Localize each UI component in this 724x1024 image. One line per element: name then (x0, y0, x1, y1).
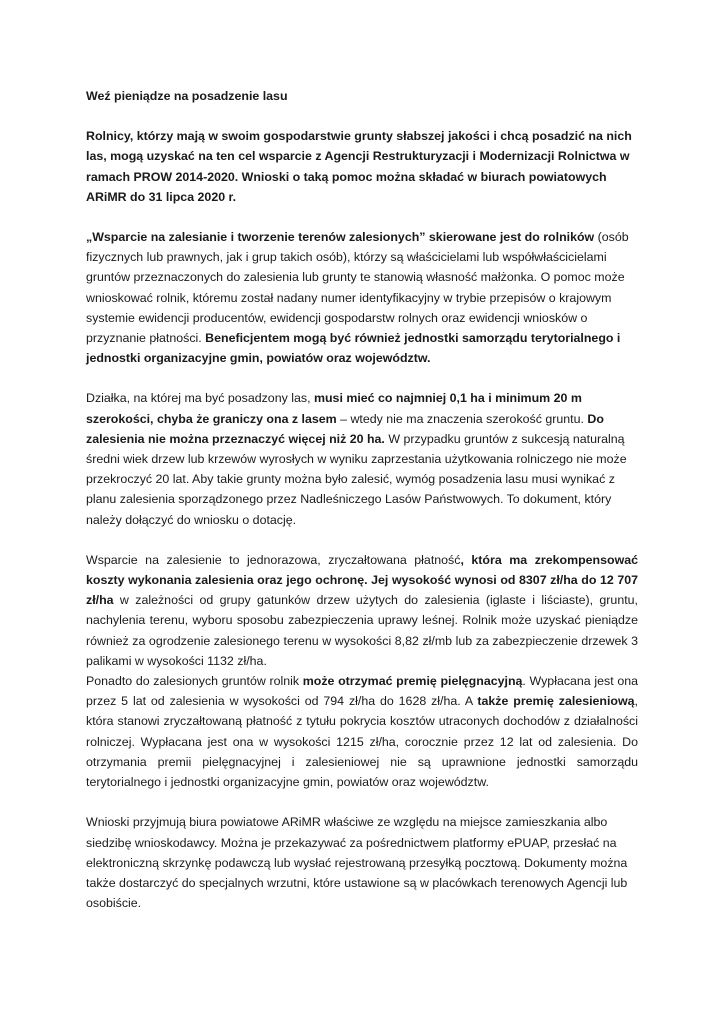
bold-text: Do zalesienia nie można przeznaczyć więcej niż 20 ha. (86, 411, 604, 446)
bold-text: także premię zalesieniową (477, 694, 635, 709)
paragraph-payment (86, 550, 638, 671)
paragraph-plot-requirements (86, 388, 638, 529)
bold-text: Beneficjentem mogą być również jednostki samorządu terytorialnego i jednostki organizacyjne gmin, powiatów oraz województw. (86, 331, 621, 366)
bold-text: „Wsparcie na zalesianie i tworzenie terenów zalesionych” skierowane jest do rolników (86, 230, 595, 245)
text-run: Działka, na której ma być posadzony las, (86, 391, 314, 406)
text-run: W przypadku gruntów z sukcesją naturalną średni wiek drzew lub krzewów wyrosłych w wyniku zaprzestania użytkowania rolniczego nie może przekroczyć 20 lat. Aby takie grunty można było zalesić, wymóg posadzenia lasu musi wynikać z planu zalesienia sporządzonego przez Nadleśniczego Lasów Państwowych. To dokument, który należy dołączyć do wniosku o dotację. (86, 431, 627, 527)
paragraph-eligibility (86, 227, 638, 368)
text-run: . Wypłacana jest ona przez 5 lat od zalesienia w wysokości od 794 zł/ha do 1628 zł/ha. A (86, 674, 638, 709)
text-run: Wsparcie na zalesienie to jednorazowa, zryczałtowana płatność (86, 552, 461, 567)
bold-text: musi mieć co najmniej 0,1 ha i minimum 20 m szerokości, chyba że graniczy ona z lasem (86, 391, 582, 426)
lead-paragraph: Rolnicy, którzy mają w swoim gospodarstwie grunty słabszej jakości i chcą posadzić na nich las, mogą uzyskać na ten cel wsparcie z Agencji Restrukturyzacji i Modernizacji Rolnictwa w ramach PROW 2014-2020. Wnioski o taką pomoc można składać w biurach powiatowych ARiMR do 31 lipca 2020 r. (86, 129, 632, 204)
document-body (86, 86, 638, 913)
paragraph-premiums (86, 671, 638, 792)
bold-text: może otrzymać premię pielęgnacyjną (302, 674, 523, 689)
text-run: – wtedy nie ma znaczenia szerokość gruntu. (336, 411, 588, 426)
text-run: Ponadto do zalesionych gruntów rolnik (86, 674, 303, 689)
document-title: Weź pieniądze na posadzenie lasu (86, 89, 288, 103)
text-run: (osób fizycznych lub prawnych, jak i grup takich osób), którzy są właścicielami lub współwłaścicielami gruntów przeznaczonych do zalesienia lub grunty te stanowią własność małżonka. O pomoc może wnioskować rolnik, któremu został nadany numer identyfikacyjny w trybie przepisów o krajowym systemie ewidencji producentów, ewidencji gospodarstw rolnych oraz ewidencji wniosków o przyznanie płatności. (86, 230, 629, 346)
text-run: w zależności od grupy gatunków drzew użytych do zalesienia (iglaste i liściaste), gruntu, nachylenia terenu, wyboru sposobu zabezpieczenia uprawy leśnej. Rolnik może uzyskać pieniądze również za ogrodzenie zalesionego terenu w wysokości 8,82 zł/mb lub za zabezpieczenie drzewek 3 palikami w wysokości 1132 zł/ha. (86, 593, 638, 668)
bold-text: , która ma zrekompensować koszty wykonania zalesienia oraz jego ochronę. Jej wysokość wynosi od 8307 zł/ha do 12 707 zł/ha (86, 552, 638, 608)
text-run: , która stanowi zryczałtowaną płatność z tytułu pokrycia kosztów utraconych dochodów z działalności rolniczej. Wypłacana jest ona w wysokości 1215 zł/ha, corocznie przez 12 lat od zalesienia. Do otrzymania premii pielęgnacyjnej i zalesieniowej nie są uprawnione jednostki samorządu terytorialnego i jednostki organizacyjne gmin, powiatów oraz województw. (86, 694, 638, 790)
paragraph-applications: Wnioski przyjmują biura powiatowe ARiMR właściwe ze względu na miejsce zamieszkania albo siedzibę wnioskodawcy. Można je przekazywać za pośrednictwem platformy ePUAP, przesłać na elektroniczną skrzynkę podawczą lub wysłać rejestrowaną przesyłką pocztową. Dokumenty można także dostarczyć do specjalnych wrzutni, które ustawione są w placówkach terenowych Agencji lub osobiście. (86, 815, 628, 911)
